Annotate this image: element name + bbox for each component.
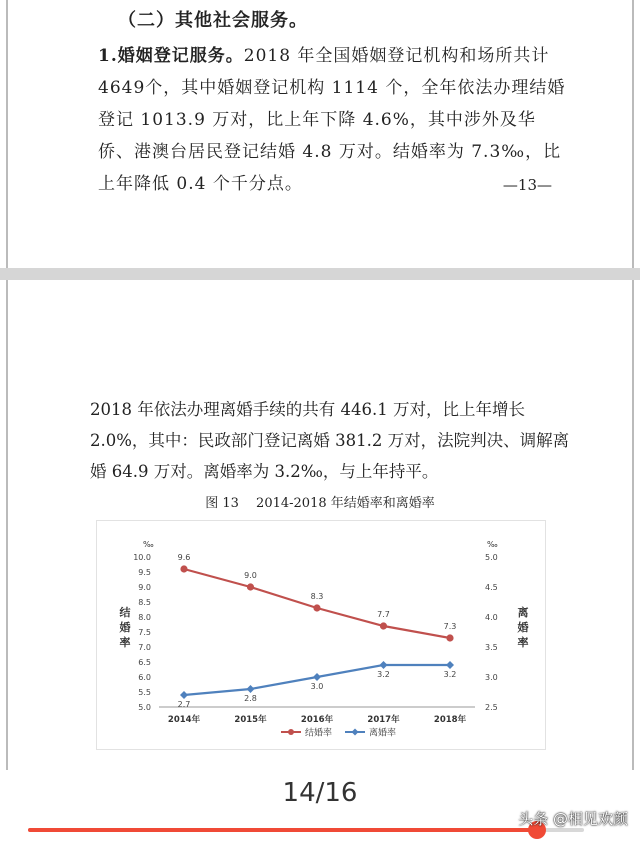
right-axis-label-char: 率 bbox=[517, 636, 529, 649]
chart-svg bbox=[97, 521, 545, 749]
data-point bbox=[313, 604, 320, 611]
data-label: 3.2 bbox=[443, 670, 457, 679]
x-tick-label: 2016年 bbox=[300, 715, 334, 725]
data-point bbox=[446, 634, 453, 641]
left-tick-label: 7.0 bbox=[138, 643, 151, 652]
x-tick-label: 2018年 bbox=[433, 715, 467, 725]
left-tick-label: 6.5 bbox=[138, 658, 151, 667]
right-axis-label-char: 离 bbox=[517, 606, 529, 619]
right-tick-label: 3.5 bbox=[485, 643, 498, 652]
reading-progress-bar[interactable] bbox=[28, 828, 584, 832]
left-tick-label: 8.0 bbox=[138, 613, 151, 622]
data-point bbox=[247, 583, 254, 590]
left-tick-label: 5.5 bbox=[138, 688, 151, 697]
page-number: —13— bbox=[502, 176, 552, 194]
data-label: 2.8 bbox=[244, 694, 257, 703]
left-tick-label: 8.5 bbox=[138, 598, 151, 607]
data-point bbox=[380, 661, 388, 669]
page-gap bbox=[0, 268, 640, 280]
data-point bbox=[180, 565, 187, 572]
data-label: 2.7 bbox=[177, 700, 191, 709]
paragraph-lead: 1.婚姻登记服务。 bbox=[98, 46, 244, 66]
left-axis-unit: ‰ bbox=[143, 540, 154, 549]
right-tick-label: 2.5 bbox=[485, 703, 498, 712]
data-point bbox=[180, 691, 188, 699]
right-axis-unit: ‰ bbox=[487, 540, 498, 549]
document-page-13 bbox=[6, 0, 634, 268]
left-axis-label-char: 结 bbox=[119, 606, 131, 619]
right-tick-label: 5.0 bbox=[485, 553, 498, 562]
watermark: 头条 @相见欢颜 bbox=[518, 810, 628, 828]
right-tick-label: 3.0 bbox=[485, 673, 498, 682]
paragraph-body: 2018 年全国婚姻登记机构和场所共计4649个，其中婚姻登记机构 1114 个，全年依法办理结婚登记 1013.9 万对，比上年下降 4.6%，其中涉外及华侨、港澳台居民登记结婚 4.8 万对。结婚率为 7.3‰，比上年降低 0.4 个千分点。 bbox=[98, 46, 566, 194]
left-tick-label: 9.0 bbox=[138, 583, 151, 592]
page-indicator: 14/16 bbox=[282, 778, 358, 808]
x-tick-label: 2017年 bbox=[367, 715, 400, 725]
data-label: 9.0 bbox=[244, 571, 257, 580]
left-tick-label: 5.0 bbox=[138, 703, 151, 712]
document-page-14 bbox=[6, 280, 634, 770]
progress-fill bbox=[28, 828, 537, 832]
data-label: 7.3 bbox=[443, 622, 457, 631]
figure-caption: 图 13 2014-2018 年结婚率和离婚率 bbox=[205, 496, 435, 511]
data-label: 8.3 bbox=[310, 592, 324, 601]
legend-marker bbox=[352, 729, 359, 736]
data-label: 3.2 bbox=[377, 670, 390, 679]
left-tick-label: 10.0 bbox=[133, 553, 151, 562]
marriage-divorce-chart bbox=[96, 520, 546, 750]
section-heading: （二）其他社会服务。 bbox=[118, 10, 308, 31]
series-line bbox=[184, 569, 450, 638]
data-point bbox=[380, 622, 387, 629]
marriage-registration-paragraph bbox=[98, 40, 568, 200]
x-tick-label: 2014年 bbox=[167, 715, 201, 725]
left-tick-label: 9.5 bbox=[138, 568, 151, 577]
legend-marker bbox=[288, 729, 294, 735]
x-tick-label: 2015年 bbox=[234, 715, 267, 725]
data-point bbox=[247, 685, 255, 693]
legend-label: 结婚率 bbox=[305, 728, 333, 739]
right-axis-label-char: 婚 bbox=[517, 621, 529, 634]
left-axis-label-char: 率 bbox=[119, 636, 131, 649]
left-axis-label-char: 婚 bbox=[119, 621, 131, 634]
data-label: 7.7 bbox=[377, 610, 390, 619]
data-point bbox=[446, 661, 454, 669]
right-tick-label: 4.5 bbox=[485, 583, 498, 592]
left-tick-label: 7.5 bbox=[138, 628, 151, 637]
right-tick-label: 4.0 bbox=[485, 613, 498, 622]
data-label: 3.0 bbox=[310, 682, 324, 691]
data-point bbox=[313, 673, 321, 681]
left-tick-label: 6.0 bbox=[138, 673, 151, 682]
legend-label: 离婚率 bbox=[369, 728, 397, 739]
data-label: 9.6 bbox=[177, 553, 191, 562]
divorce-paragraph: 2018 年依法办理离婚手续的共有 446.1 万对，比上年增长 2.0%，其中：民政部门登记离婚 381.2 万对，法院判决、调解离婚 64.9 万对。离婚率为 3.2‰，与上年持平。 bbox=[90, 400, 570, 481]
